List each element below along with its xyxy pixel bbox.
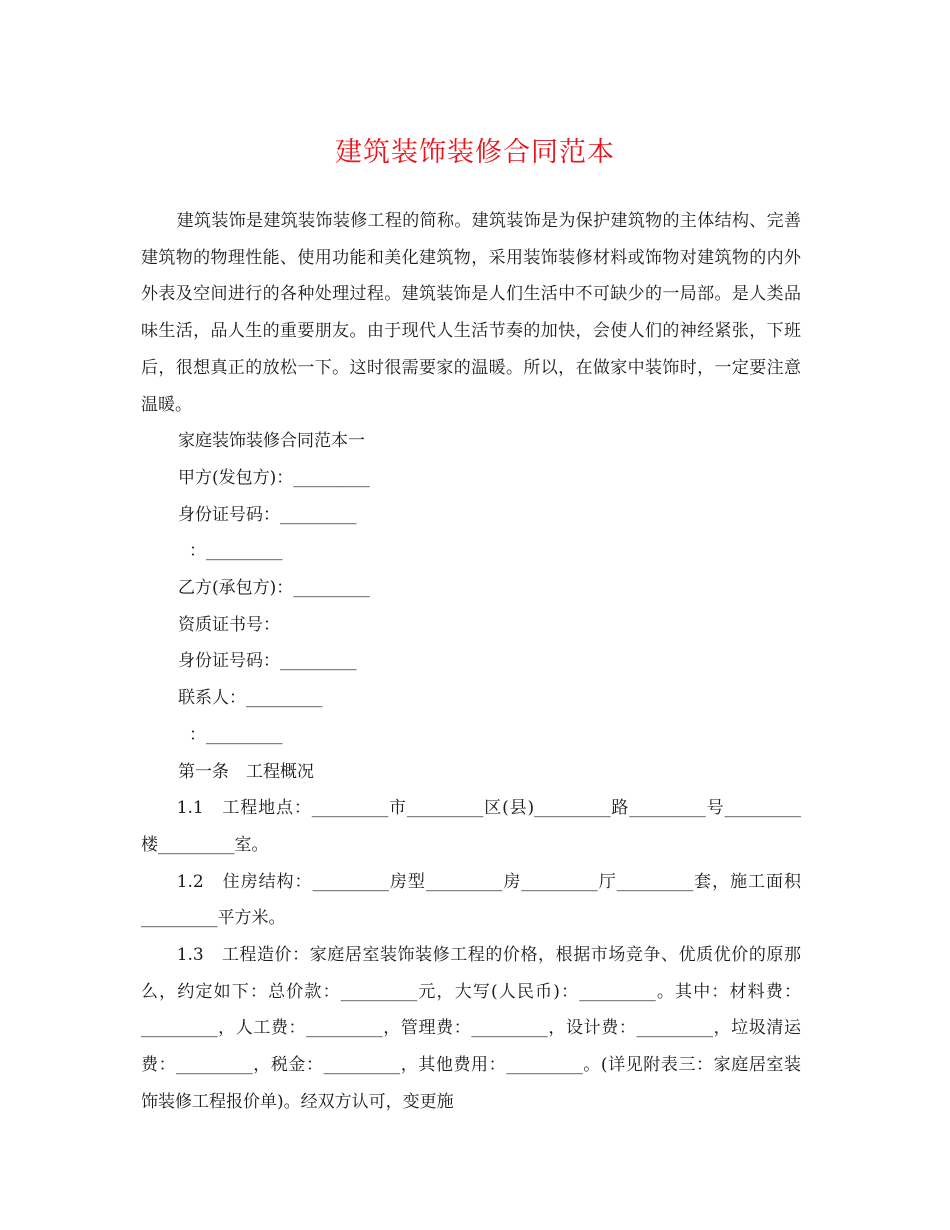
clause-1-3: 1.3 工程造价：家庭居室装饰装修工程的价格，根据市场竞争、优质优价的原那么，约定如下：总价款：_________元，大写(人民币)：_________。其中：材料费：_________，人工费：_________，管理费：_________，设计费：_________，垃圾清运费：_________，税金：_________，其他费用：_________。(详见附表三：家庭居室装饰装修工程报价单)。经双方认可，变更施 bbox=[141, 945, 801, 1112]
party-b-license-field: 资质证书号： bbox=[178, 614, 280, 635]
intro-paragraph: 建筑装饰是建筑装饰装修工程的简称。建筑装饰是为保护建筑物的主体结构、完善建筑物的物理性能、使用功能和美化建筑物，采用装饰装修材料或饰物对建筑物的内外外表及空间进行的各种处理过程。建筑装饰是人们生活中不可缺少的一局部。是人类品味生活，品人生的重要朋友。由于现代人生活节奏的加快，会使人们的神经紧张，下班后，很想真正的放松一下。这时很需要家的温暖。所以，在做家中装饰时，一定要注意温暖。 bbox=[141, 211, 801, 415]
party-b-id-field: 身份证号码：_________ bbox=[178, 651, 357, 672]
party-a-field: 甲方(发包方)：_________ bbox=[178, 467, 370, 488]
contract-subtitle: 家庭装饰装修合同范本一 bbox=[178, 431, 365, 452]
party-b-contact-person-field: 联系人：_________ bbox=[178, 688, 323, 709]
page-title: 建筑装饰装修合同范本 bbox=[335, 137, 615, 168]
party-b-contact-field: ：_________ bbox=[189, 724, 283, 745]
party-a-contact-field: ：_________ bbox=[189, 541, 283, 562]
clause-1-1: 1.1 工程地点：_________市_________区(县)_________路_________号_________楼_________室。 bbox=[141, 798, 801, 855]
article-one-heading: 第一条 工程概况 bbox=[178, 761, 314, 782]
clause-1-2: 1.2 住房结构：_________房型_________房_________厅_________套，施工面积_________平方米。 bbox=[141, 871, 801, 929]
party-b-field: 乙方(承包方)：_________ bbox=[178, 578, 370, 599]
party-a-id-field: 身份证号码：_________ bbox=[178, 504, 357, 525]
document-body bbox=[141, 203, 801, 1121]
